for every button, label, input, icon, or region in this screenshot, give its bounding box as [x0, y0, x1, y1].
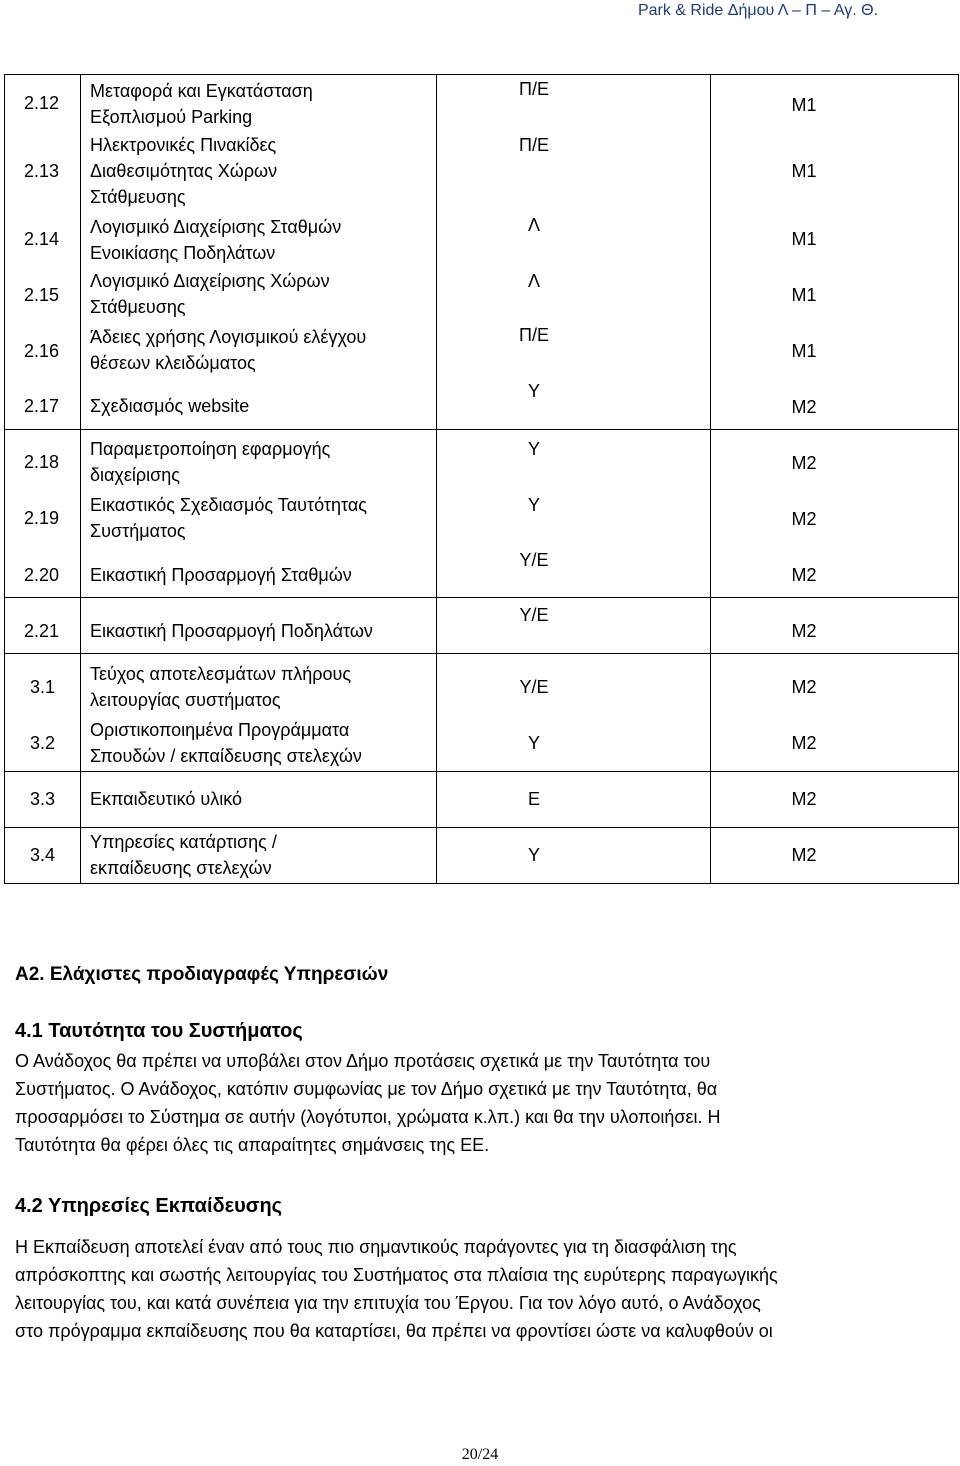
section-4-2-paragraph: Η Εκπαίδευση αποτελεί έναν από τους πιο σημαντικούς παράγοντες για τη διασφάλιση της απρόσκοπτης και σωστής λειτουργίας του Συστήματος στα πλαίσια της ευρύτερης παραγωγικής λειτουργίας του, και κατά συνέπεια για την επιτυχία του Έργου. Για τον λόγο αυτό, ο Ανάδοχος στο πρόγραμμα εκπαίδευσης που θα καταρτίσει, θα πρέπει να φροντίσει ώστε να καλυφθούν οι — [15, 1237, 778, 1341]
row-phase: Μ2 — [791, 509, 817, 529]
row-code: Π/Ε — [518, 325, 549, 345]
row-phase: Μ2 — [791, 789, 817, 809]
row-description: Εικαστική Προσαρμογή Σταθμών — [90, 565, 352, 585]
table-border-left — [4, 74, 5, 884]
row-phase: Μ1 — [791, 285, 817, 305]
row-phase: Μ1 — [791, 95, 817, 115]
row-number: 2.19 — [24, 508, 60, 528]
row-code: Υ — [527, 495, 540, 515]
table-rule — [4, 74, 959, 75]
table-divider-phase — [710, 74, 711, 884]
row-phase: Μ2 — [791, 733, 817, 753]
row-phase: Μ2 — [791, 845, 817, 865]
row-description: Εκπαιδευτικό υλικό — [90, 789, 242, 809]
row-number: 2.15 — [24, 285, 60, 305]
table-rule — [4, 771, 959, 772]
row-number: 3.3 — [30, 789, 56, 809]
row-phase: Μ1 — [791, 341, 817, 361]
row-number: 2.21 — [24, 621, 60, 641]
row-number: 3.1 — [30, 677, 56, 697]
row-description: Οριστικοποιημένα Προγράμματα Σπουδών / εκπαίδευσης στελεχών — [90, 720, 362, 766]
row-code: Υ/Ε — [519, 605, 549, 625]
section-4-1-paragraph: Ο Ανάδοχος θα πρέπει να υποβάλει στον Δήμο προτάσεις σχετικά με την Ταυτότητα του Συστήματος. Ο Ανάδοχος, κατόπιν συμφωνίας με τον Δήμο σχετικά με την Ταυτότητα, θα προσαρμόσει το Σύστημα σε αυτήν (λογότυποι, χρώματα κ.λπ.) και θα την υλοποιήσει. Η Ταυτότητα θα φέρει όλες τις απαραίτητες σημάνσεις της ΕΕ. — [15, 1051, 721, 1155]
page-number: 20/24 — [461, 1446, 499, 1463]
table-divider-code — [436, 74, 437, 884]
row-description: Σχεδιασμός website — [90, 396, 250, 416]
table-rule — [4, 597, 959, 598]
row-phase: Μ2 — [791, 397, 817, 417]
row-code: Λ — [527, 215, 541, 235]
table-divider-num — [80, 74, 81, 884]
row-number: 2.17 — [24, 396, 60, 416]
row-code: Υ/Ε — [519, 677, 549, 697]
row-description: Εικαστική Προσαρμογή Ποδηλάτων — [90, 621, 373, 641]
row-code: Υ — [527, 381, 540, 401]
row-number: 2.20 — [24, 565, 60, 585]
row-phase: Μ1 — [791, 229, 817, 249]
row-phase: Μ1 — [791, 161, 817, 181]
row-description: Τεύχος αποτελεσμάτων πλήρους λειτουργίας συστήματος — [90, 664, 352, 710]
row-number: 2.14 — [24, 229, 60, 249]
table-rule — [4, 429, 959, 430]
row-code: Ε — [527, 789, 540, 809]
row-phase: Μ2 — [791, 565, 817, 585]
deliverables-table — [4, 74, 959, 884]
row-description: Μεταφορά και Εγκατάσταση Εξοπλισμού Parking — [90, 81, 313, 127]
row-number: 3.2 — [30, 733, 56, 753]
row-code: Υ/Ε — [519, 550, 549, 570]
table-border-right — [958, 74, 959, 884]
row-code: Υ — [527, 439, 540, 459]
row-code: Π/Ε — [518, 135, 549, 155]
row-description: Υπηρεσίες κατάρτισης / εκπαίδευσης στελεχών — [90, 832, 277, 878]
section-a2-title: Α2. Ελάχιστες προδιαγραφές Υπηρεσιών — [15, 964, 389, 985]
table-border-bottom — [4, 883, 959, 884]
row-phase: Μ2 — [791, 677, 817, 697]
row-description: Λογισμικό Διαχείρισης Χώρων Στάθμευσης — [90, 271, 330, 317]
row-phase: Μ2 — [791, 453, 817, 473]
row-number: 2.18 — [24, 452, 60, 472]
row-number: 3.4 — [30, 845, 56, 865]
row-code: Λ — [527, 271, 541, 291]
row-number: 2.16 — [24, 341, 60, 361]
row-code: Υ — [527, 845, 540, 865]
row-description: Εικαστικός Σχεδιασμός Ταυτότητας Συστήματος — [90, 495, 367, 541]
table-rule — [4, 653, 959, 654]
section-4-1-title: 4.1 Ταυτότητα του Συστήματος — [15, 1020, 303, 1042]
row-code: Υ — [527, 733, 540, 753]
row-number: 2.13 — [24, 161, 60, 181]
row-description: Άδειες χρήσης Λογισμικού ελέγχου θέσεων κλειδώματος — [90, 327, 367, 373]
row-description: Λογισμικό Διαχείρισης Σταθμών Ενοικίασης Ποδηλάτων — [90, 217, 342, 263]
running-header: Park & Ride Δήμου Λ – Π – Αγ. Θ. — [637, 2, 878, 19]
row-number: 2.12 — [24, 93, 60, 113]
row-phase: Μ2 — [791, 621, 817, 641]
section-4-2-title: 4.2 Υπηρεσίες Εκπαίδευσης — [15, 1195, 283, 1217]
row-description: Ηλεκτρονικές Πινακίδες Διαθεσιμότητας Χώρων Στάθμευσης — [90, 135, 278, 207]
row-code: Π/Ε — [518, 79, 549, 99]
row-description: Παραμετροποίηση εφαρμογής διαχείρισης — [90, 439, 331, 485]
table-rule — [4, 827, 959, 828]
